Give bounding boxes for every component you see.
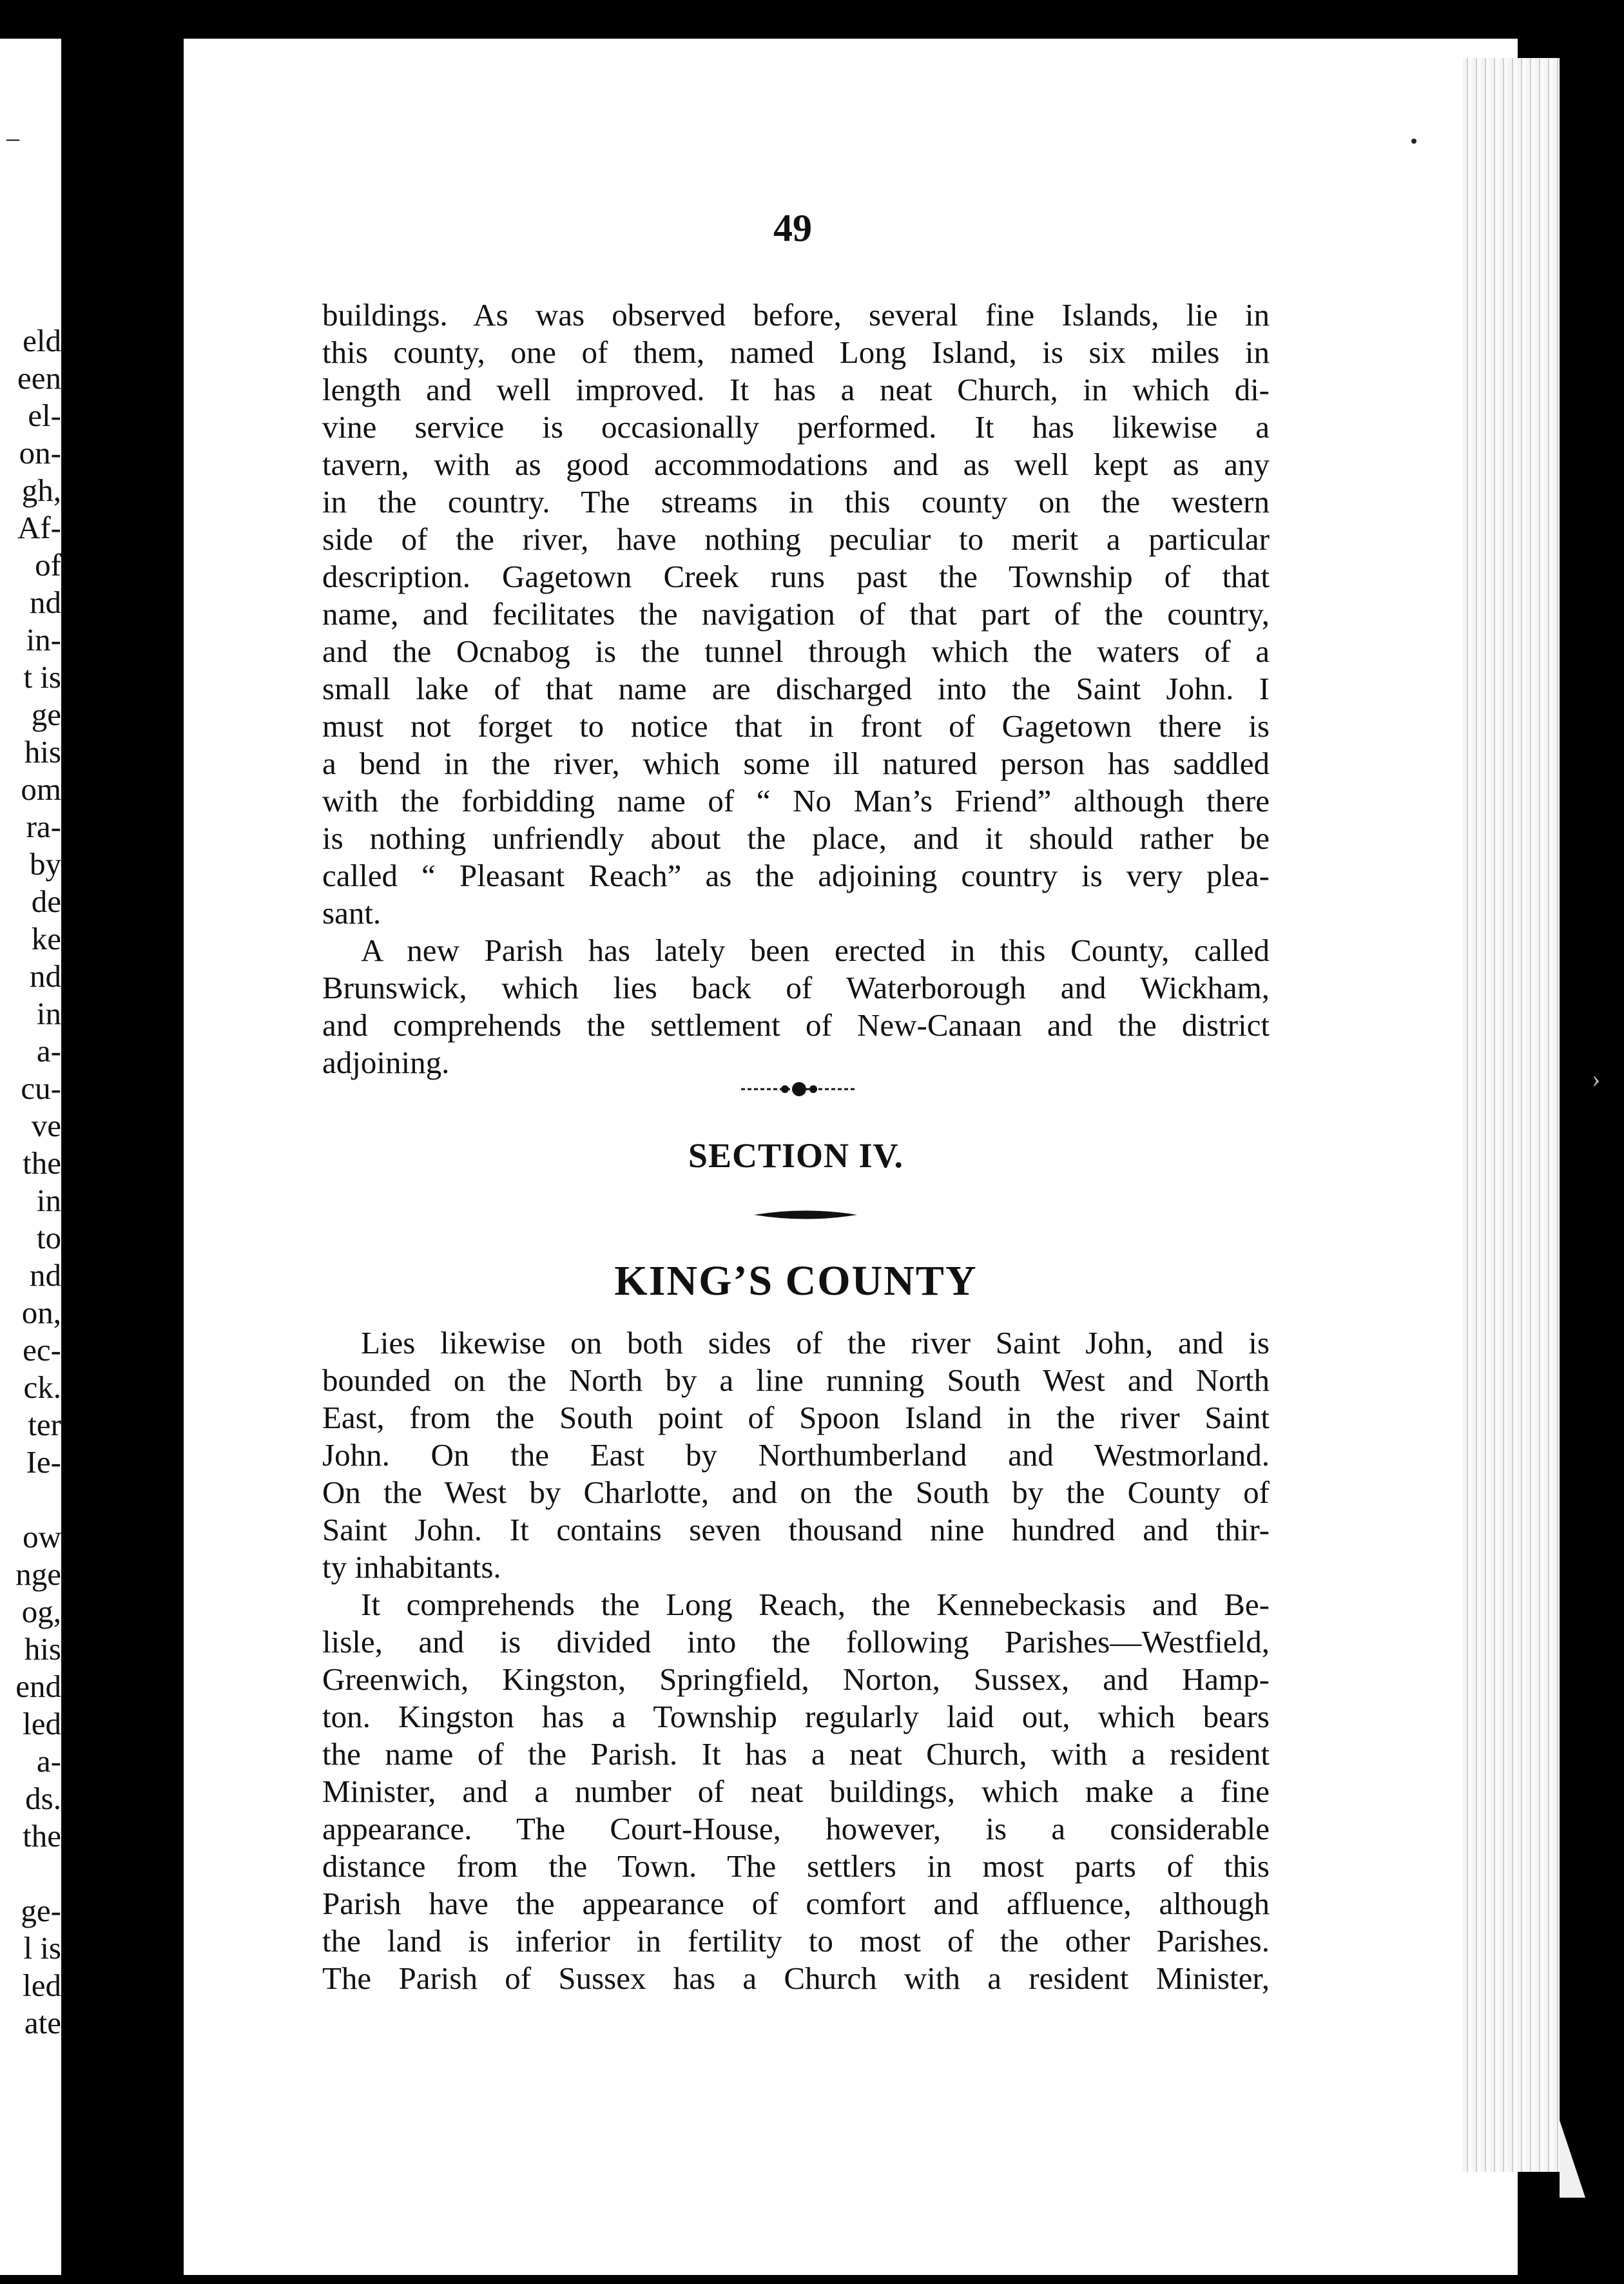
left-fragment: on, [21,1295,61,1330]
paragraph-3 [322,1324,1270,1997]
text-line: tavern, with as good accommodations and as well kept as any [322,447,1270,482]
left-fragment: his [24,734,61,769]
margin-mark-icon: › [1592,1064,1601,1093]
left-fragment: by [30,846,61,882]
left-fragment: ow [23,1519,61,1554]
text-line: with the forbidding name of “ No Man’s Friend” although there [322,783,1270,818]
left-fragment: ve [31,1108,61,1143]
left-fragment: t is [23,659,61,695]
left-fragment: ke [31,921,61,956]
text-line: Minister, and a number of neat buildings, which make a fine [322,1774,1270,1809]
left-fragment: ter [28,1407,61,1442]
text-line: buildings. As was observed before, several fine Islands, lie in [322,297,1270,333]
left-fragment: cu- [21,1070,61,1106]
left-fragment: of [35,547,61,583]
text-line: A new Parish has lately been erected in this County, called [361,933,1270,968]
text-line: and comprehends the settlement of New-Canaan and the district [322,1007,1270,1043]
text-line: distance from the Town. The settlers in most parts of this [322,1848,1270,1884]
text-line: name, and fecilitates the navigation of that part of the country, [322,596,1270,632]
left-fragment: a- [36,1743,61,1779]
left-fragment: een [17,360,61,396]
left-fragment: og, [21,1594,61,1629]
left-fragment: in [36,996,61,1031]
left-fragment: om [21,771,61,807]
ink-speck [1411,139,1416,144]
left-fragment: Af- [17,510,61,545]
left-fragment: led [23,1706,61,1741]
text-line: John. On the East by Northumberland and Westmorland. [322,1437,1270,1473]
left-fragment: eld [23,323,61,358]
text-line: vine service is occasionally performed. It has likewise a [322,409,1270,445]
text-line: small lake of that name are discharged into the Saint John. I [322,671,1270,706]
text-line: bounded on the North by a line running South West and North [322,1362,1270,1398]
left-fragment: nd [30,958,61,994]
left-fragment: Ie- [26,1444,61,1480]
text-line: called “ Pleasant Reach” as the adjoining country is very plea- [322,858,1270,893]
left-fragment: led [23,1968,61,2003]
text-line: the land is inferior in fertility to most of the other Parishes. [322,1923,1270,1959]
left-fragment: ge- [21,1893,61,1928]
text-line: length and well improved. It has a neat Church, in which di- [322,372,1270,407]
text-line: appearance. The Court-House, however, is a considerable [322,1811,1270,1846]
text-line: the name of the Parish. It has a neat Church, with a resident [322,1736,1270,1772]
folded-corner [1560,2120,1585,2198]
left-fragment: ec- [23,1332,61,1368]
book-gutter [61,39,184,2275]
section-heading: SECTION IV. [688,1136,904,1175]
text-line: On the West by Charlotte, and on the South by the County of [322,1475,1270,1510]
left-fragment: ds. [25,1781,61,1816]
text-line: Lies likewise on both sides of the river Saint John, and is [361,1325,1270,1360]
left-fragment [0,1855,61,1892]
text-line: Saint John. It contains seven thousand nine hundred and thir- [322,1512,1270,1547]
text-line: this county, one of them, named Long Island, is six miles in [322,334,1270,370]
text-line: description. Gagetown Creek runs past the Township of that [322,559,1270,594]
page-edges [1463,58,1560,2172]
text-line: Brunswick, which lies back of Waterborough and Wickham, [322,970,1270,1005]
left-fragment: end [15,1669,61,1704]
left-fragment: l is [23,1930,61,1966]
section-ornament-icon [735,1076,864,1102]
left-fragment: nd [30,585,61,620]
left-fragment: his [24,1631,61,1667]
left-fragment: ge [31,697,61,732]
text-line: Greenwich, Kingston, Springfield, Norton, Sussex, and Hamp- [322,1661,1270,1697]
paragraph-1 [322,296,1270,1081]
left-fragment: the [23,1145,61,1181]
page-number: 49 [773,207,812,249]
text-line: The Parish of Sussex has a Church with a resident Minister, [322,1960,1270,1996]
left-fragment: nge [15,1556,61,1592]
text-line: in the country. The streams in this county on the western [322,484,1270,519]
left-fragment: a- [36,1033,61,1069]
left-fragment: the [23,1818,61,1853]
county-heading: KING’S COUNTY [614,1257,978,1304]
text-line: a bend in the river, which some ill natured person has saddled [322,746,1270,781]
left-fragment: ra- [26,809,61,844]
text-line: adjoining. [322,1045,450,1080]
text-line: and the Ocnabog is the tunnel through which the waters of a [322,634,1270,669]
left-fragment: ate [24,2005,61,2040]
text-line: is nothing unfriendly about the place, and it should rather be [322,820,1270,856]
left-fragment: in [36,1183,61,1218]
text-line: It comprehends the Long Reach, the Kennebeckasis and Be- [361,1587,1270,1622]
left-page-text-fragments [0,322,61,2042]
text-line: ton. Kingston has a Township regularly laid out, which bears [322,1699,1270,1734]
left-margin-dash: – [6,123,19,152]
left-fragment: el- [28,398,61,433]
left-fragment: to [36,1220,61,1255]
text-line: side of the river, have nothing peculiar to merit a particular [322,521,1270,557]
text-line: lisle, and is divided into the following Parishes—Westfield, [322,1624,1270,1660]
left-fragment: ck. [23,1369,61,1405]
heading-rule-icon [754,1205,857,1224]
text-line: Parish have the appearance of comfort and affluence, although [322,1886,1270,1921]
text-line: ty inhabitants. [322,1549,501,1585]
left-fragment: nd [30,1257,61,1293]
text-line: East, from the South point of Spoon Island in the river Saint [322,1400,1270,1435]
left-fragment [0,1481,61,1518]
left-fragment: in- [26,622,61,657]
left-facing-page [0,39,61,2275]
text-line: sant. [322,895,382,931]
text-line: must not forget to notice that in front of Gagetown there is [322,708,1270,744]
left-fragment: de [31,884,61,919]
left-fragment: on- [19,435,61,470]
left-fragment: gh, [21,472,61,508]
